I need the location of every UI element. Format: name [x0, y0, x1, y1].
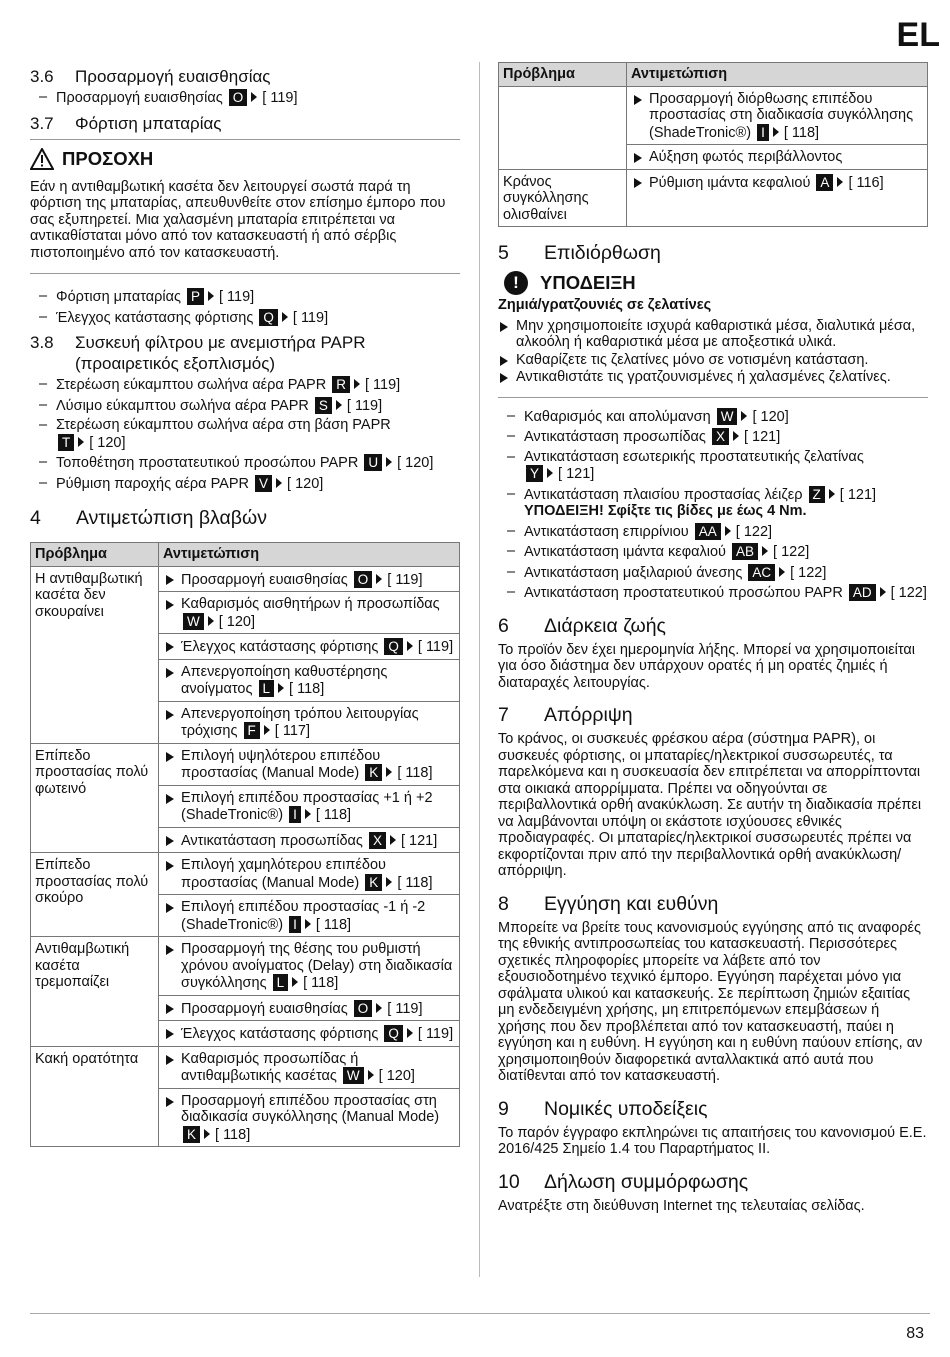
- cross-reference[interactable]: [730, 544, 809, 560]
- table-row: [31, 1046, 460, 1088]
- solution-text: Καθαρισμός προσωπίδας ή αντιθαμβωτικής κασέτας: [181, 1050, 359, 1084]
- page-reference[interactable]: [ 119]: [346, 397, 383, 414]
- problem-cell: Επίπεδο προστασίας πολύ φωτεινό: [31, 743, 159, 853]
- solution-cell: [159, 1088, 460, 1147]
- cross-reference[interactable]: [362, 455, 433, 471]
- list-item: [30, 89, 460, 107]
- solution-item: [163, 899, 455, 933]
- arrow-right-icon: [368, 1070, 374, 1080]
- section-8-text: Μπορείτε να βρείτε τους κανονισμούς εγγύησης από τις αναφορές της εθνικής αντιπροσωπείας του κατασκευαστή. Περισσότερες σχετικές πληροφορίες μπορείτε να λάβετε από τον εξουσιοδοτημένο τεχνικό έμπορο. Εγγύηση παρέχεται μόνο για σφάλματα υλικού και κατασκευής. Σε περίπτωση ζημιών εξαιτίας μη ενδεδειγμένη χρήσης, μη επιτρεπόμενων επεμβάσεων ή χρήσης που δεν προβλέπεται από τον κατασκευαστή, παύει η εγγύηση και η ευθύνη. Η εγγύηση και η ευθύνη παύουν επίσης, αν χρησιμοποιηθούν διαφορετικά ανταλλακτικά από αυτά που διατίθενται από τον κατασκευαστή.: [498, 919, 923, 1084]
- solution-text: Προσαρμογή επιπέδου προστασίας στη διαδικασία συγκόλλησης (Manual Mode): [181, 1092, 440, 1125]
- cross-reference[interactable]: [352, 1001, 423, 1017]
- solution-item: [163, 1051, 455, 1085]
- page-reference[interactable]: [ 120]: [89, 434, 126, 451]
- solution-cell: [159, 995, 460, 1021]
- solution-item: [163, 790, 455, 824]
- figure-key-badge: Y: [526, 465, 543, 482]
- cross-reference[interactable]: [524, 466, 594, 482]
- page-reference[interactable]: [ 119]: [387, 1000, 423, 1017]
- exclamation-icon: !: [504, 271, 528, 295]
- list-item: [30, 376, 460, 394]
- solution-cell: [159, 853, 460, 895]
- column-header-problem: Πρόβλημα: [499, 63, 627, 87]
- page-reference[interactable]: [ 119]: [417, 639, 454, 655]
- table-row: [31, 937, 460, 996]
- solution-text: Απενεργοποίηση καθυστέρησης ανοίγματος: [181, 663, 388, 697]
- list-item-text: Αντικατάσταση πλαισίου προστασίας λέιζερ: [524, 486, 803, 503]
- list-item: [30, 454, 460, 472]
- solution-item: [163, 596, 455, 630]
- solution-text: Αντικατάσταση προσωπίδας: [181, 832, 363, 849]
- solution-text: Απενεργοποίηση τρόπου λειτουργίας τρόχισης: [181, 705, 419, 739]
- arrow-right-icon: [725, 526, 731, 536]
- cross-reference[interactable]: [746, 565, 826, 581]
- section-7-heading: 7 Απόρριψη: [498, 704, 633, 726]
- cross-reference[interactable]: [181, 1127, 250, 1143]
- solution-cell: [159, 634, 460, 660]
- arrow-right-icon: [741, 411, 747, 421]
- list-item: [30, 475, 460, 493]
- table-row: [31, 743, 460, 785]
- solution-item: [163, 832, 455, 850]
- cross-reference[interactable]: [330, 377, 400, 393]
- list-item: [498, 428, 928, 446]
- figure-key-badge: T: [58, 434, 74, 451]
- cross-reference[interactable]: [363, 875, 432, 891]
- solution-cell: [159, 827, 460, 853]
- s38-list: [30, 376, 460, 492]
- list-item-text: Στερέωση εύκαμπτου σωλήνα αέρα PAPR: [56, 377, 327, 393]
- arrow-right-icon: [837, 177, 843, 187]
- column-header-solution: Αντιμετώπιση: [159, 543, 460, 567]
- figure-key-badge: X: [712, 428, 729, 445]
- figure-key-badge: W: [183, 613, 204, 630]
- list-item-text: Τοποθέτηση προστατευτικού προσώπου PAPR: [56, 455, 359, 471]
- section-3-8-heading: 3.8 Συσκευή φίλτρου με ανεμιστήρα PAPR (προαιρετικός εξοπλισμός): [30, 333, 366, 373]
- solution-cell: [627, 145, 928, 170]
- arrow-right-icon: [282, 312, 288, 322]
- cross-reference[interactable]: [56, 435, 126, 451]
- section-9-text: Το παρόν έγγραφο εκπληρώνει τις απαιτήσεις του κανονισμού Ε.Ε. 2016/425 Σημείο 1.4 του Παραρτήματος II.: [498, 1124, 927, 1157]
- section-8-heading: 8 Εγγύηση και ευθύνη: [498, 892, 719, 915]
- page-reference[interactable]: [ 122]: [773, 544, 810, 560]
- list-item: [498, 486, 928, 520]
- problem-cell: Αντιθαμβωτική κασέτα τρεμοπαίζει: [31, 937, 159, 1047]
- notice-item: Αντικαθιστάτε τις γρατζουνισμένες ή χαλασμένες ζελατίνες.: [498, 369, 928, 386]
- solution-cell: [159, 701, 460, 743]
- page-reference[interactable]: [ 119]: [219, 289, 255, 305]
- section-6-heading: 6 Διάρκεια ζωής: [498, 614, 666, 637]
- figure-key-badge: V: [255, 475, 272, 492]
- s37-list: [30, 288, 460, 326]
- page-reference[interactable]: [ 117]: [274, 723, 310, 739]
- solution-cell: [159, 566, 460, 592]
- caution-box: [30, 148, 460, 275]
- page-reference[interactable]: [ 120]: [218, 613, 256, 630]
- table-row: [499, 169, 928, 227]
- solution-cell: [159, 1021, 460, 1047]
- list-item-text: Αντικατάσταση επιρρίνιου: [524, 523, 689, 540]
- solution-cell: [159, 785, 460, 827]
- table-row: [499, 86, 928, 145]
- solution-cell: [159, 659, 460, 701]
- notice-item: Καθαρίζετε τις ζελατίνες μόνο σε νοτισμένη κατάσταση.: [498, 352, 928, 369]
- solution-text: Ρύθμιση ιμάντα κεφαλιού: [649, 174, 811, 191]
- solution-item: [163, 638, 455, 656]
- figure-key-badge: Q: [384, 638, 403, 655]
- section-7-text: Το κράνος, οι συσκευές φρέσκου αέρα (σύστημα PAPR), οι συσκευές φόρτισης, οι μπαταρίες/ηλεκτρικοί συσσωρευτές, τα παρελκόμενα και η συσκευασία δεν επιτρέπεται να απορρίπτονται στα οικιακά απορρίμματα. Πρέπει να οδηγούνται σε περιβαλλοντικά ορθή ανακύκλωση. Σε αυτήν τη διαδικασία πρέπει να λαμβάνονται υπόψη οι εκάστοτε ισχύουσες εθνικές προδιαγραφές. Οι μπαταρίες/ηλεκτρικοί συσσωρευτές πρέπει να εκφορτίζονται πριν από την περιβαλλοντικά ορθή ανακύκλωση/απόρριψη.: [498, 731, 922, 879]
- arrow-right-icon: [292, 977, 298, 987]
- list-item: [498, 543, 928, 561]
- problem-cell: Η αντιθαμβωτική κασέτα δεν σκουραίνει: [31, 566, 159, 743]
- language-tag: EL: [896, 16, 940, 54]
- solution-text: Έλεγχος κατάστασης φόρτισης: [181, 1026, 379, 1042]
- solution-cell: [159, 743, 460, 785]
- page-reference[interactable]: [ 121]: [743, 429, 781, 445]
- cross-reference[interactable]: [185, 289, 254, 305]
- solution-item: [163, 941, 455, 992]
- page-reference[interactable]: [ 120]: [287, 475, 324, 492]
- figure-key-badge: Z: [809, 486, 825, 503]
- page-reference[interactable]: [ 122]: [735, 523, 773, 540]
- figure-key-badge: K: [183, 1126, 200, 1143]
- page-reference[interactable]: [ 118]: [397, 874, 433, 891]
- arrow-right-icon: [547, 468, 553, 478]
- figure-key-badge: Q: [384, 1025, 403, 1042]
- solution-item: [163, 748, 455, 782]
- cross-reference[interactable]: [253, 476, 323, 492]
- figure-key-badge: AC: [748, 564, 775, 581]
- figure-key-badge: O: [354, 1000, 373, 1017]
- figure-key-badge: F: [244, 722, 260, 739]
- list-item-text: Προσαρμογή ευαισθησίας: [56, 90, 223, 106]
- figure-key-badge: X: [369, 832, 386, 849]
- page-reference[interactable]: [ 120]: [378, 1068, 415, 1084]
- problem-cell: Επίπεδο προστασίας πολύ σκούρο: [31, 853, 159, 937]
- cross-reference[interactable]: [363, 765, 432, 781]
- solution-item: [631, 174, 923, 192]
- cross-reference[interactable]: [257, 310, 328, 326]
- notice-subtitle: Ζημιά/γρατζουνιές σε ζελατίνες: [498, 297, 712, 313]
- figure-key-badge: K: [365, 874, 382, 891]
- cross-reference[interactable]: [807, 487, 877, 503]
- solution-cell: [627, 169, 928, 227]
- figure-key-badge: K: [365, 764, 382, 781]
- page-reference[interactable]: [ 119]: [364, 377, 401, 393]
- arrow-right-icon: [264, 725, 270, 735]
- arrow-right-icon: [251, 92, 257, 102]
- notice-items: [498, 318, 928, 386]
- arrow-right-icon: [354, 379, 360, 389]
- list-item-text: Αντικατάσταση μαξιλαριού άνεσης: [524, 564, 743, 581]
- solution-cell: [159, 592, 460, 634]
- figure-key-badge: L: [273, 974, 289, 991]
- figure-key-badge: P: [187, 288, 204, 305]
- arrow-right-icon: [779, 567, 785, 577]
- troubleshooting-table-continued: [498, 62, 928, 227]
- page-reference[interactable]: [ 118]: [397, 765, 433, 781]
- cross-reference[interactable]: [847, 585, 927, 601]
- page-reference[interactable]: [ 118]: [215, 1126, 251, 1143]
- arrow-right-icon: [204, 1129, 210, 1139]
- solution-item: [163, 857, 455, 891]
- solution-item: [631, 149, 923, 166]
- solution-text: Προσαρμογή ευαισθησίας: [181, 1000, 348, 1017]
- list-item: [498, 584, 928, 602]
- arrow-right-icon: [733, 431, 739, 441]
- solution-item: [163, 1025, 455, 1043]
- cross-reference[interactable]: [710, 429, 780, 445]
- page-reference[interactable]: [ 118]: [303, 975, 339, 991]
- list-item-text: Αντικατάσταση προστατευτικού προσώπου PAPR: [524, 585, 843, 601]
- page-reference[interactable]: [ 119]: [262, 90, 298, 106]
- arrow-right-icon: [390, 835, 396, 845]
- list-item: [498, 408, 928, 426]
- arrow-right-icon: [78, 437, 84, 447]
- page-reference[interactable]: [ 116]: [848, 174, 884, 191]
- page-reference[interactable]: [ 119]: [292, 309, 329, 326]
- figure-key-badge: Q: [259, 309, 278, 326]
- troubleshooting-table: [30, 542, 460, 1147]
- arrow-right-icon: [762, 546, 768, 556]
- solution-item: [163, 706, 455, 740]
- arrow-right-icon: [208, 616, 214, 626]
- page-reference[interactable]: [ 120]: [397, 455, 434, 471]
- list-item-text: Έλεγχος κατάστασης φόρτισης: [56, 309, 254, 326]
- page-reference[interactable]: [ 121]: [558, 466, 595, 482]
- notice-item: Μην χρησιμοποιείτε ισχυρά καθαριστικά μέσα, διαλυτικά μέσα, αλκοόλη ή καθαριστικά μέσα με αποξεστικά υλικά.: [498, 318, 928, 351]
- page-reference[interactable]: [ 118]: [289, 681, 325, 697]
- figure-key-badge: U: [364, 454, 382, 471]
- cross-reference[interactable]: [257, 681, 325, 697]
- figure-key-badge: W: [343, 1067, 364, 1084]
- figure-key-badge: R: [332, 376, 350, 393]
- section-4-heading: 4 Αντιμετώπιση βλαβών: [30, 507, 267, 529]
- cross-reference[interactable]: [367, 833, 437, 849]
- figure-key-badge: W: [717, 408, 738, 425]
- section-9-heading: 9 Νομικές υποδείξεις: [498, 1097, 708, 1120]
- arrow-right-icon: [773, 127, 779, 137]
- solution-item: [163, 1000, 455, 1018]
- cross-reference[interactable]: [693, 524, 772, 540]
- list-item-text: Λύσιμο εύκαμπτου σωλήνα αέρα PAPR: [56, 397, 309, 414]
- page-reference[interactable]: [ 122]: [890, 585, 927, 601]
- figure-key-badge: O: [229, 89, 248, 106]
- arrow-right-icon: [376, 1003, 382, 1013]
- list-item-text: Καθαρισμός και απολύμανση: [524, 408, 711, 425]
- table-row: [31, 853, 460, 895]
- problem-cell: Κακή ορατότητα: [31, 1046, 159, 1147]
- cross-reference[interactable]: [352, 572, 423, 588]
- list-item-text: Αντικατάσταση ιμάντα κεφαλιού: [524, 544, 726, 560]
- arrow-right-icon: [305, 919, 311, 929]
- arrow-right-icon: [386, 457, 392, 467]
- arrow-right-icon: [278, 683, 284, 693]
- figure-key-badge: I: [289, 806, 301, 823]
- arrow-right-icon: [880, 587, 886, 597]
- list-item-text: Αντικατάσταση εσωτερικής προστατευτικής ζελατίνας: [524, 448, 864, 465]
- figure-key-badge: AA: [695, 523, 721, 540]
- page-reference[interactable]: [ 122]: [790, 564, 827, 581]
- cross-reference[interactable]: [814, 175, 883, 191]
- arrow-right-icon: [829, 489, 835, 499]
- cross-reference[interactable]: [271, 975, 339, 991]
- section-10-text: Ανατρέξτε στη διεύθυνση Internet της τελευταίας σελίδας.: [498, 1197, 865, 1214]
- cross-reference[interactable]: [341, 1068, 415, 1084]
- list-item: [30, 417, 460, 451]
- notice-box: [498, 269, 928, 398]
- column-header-problem: Πρόβλημα: [31, 543, 159, 567]
- arrow-right-icon: [407, 641, 413, 651]
- section-10-heading: 10 Δήλωση συμμόρφωσης: [498, 1170, 749, 1193]
- figure-key-badge: I: [757, 124, 769, 141]
- list-item: [498, 523, 928, 541]
- list-item: [30, 309, 460, 327]
- solution-item: [163, 1093, 455, 1144]
- cross-reference[interactable]: [287, 807, 351, 823]
- arrow-right-icon: [386, 767, 392, 777]
- table-row: [31, 566, 460, 592]
- column-divider: [479, 62, 480, 1277]
- cross-reference[interactable]: [382, 639, 453, 655]
- figure-key-badge: AB: [732, 543, 758, 560]
- problem-cell: Κράνος συγκόλλησης ολισθαίνει: [499, 169, 627, 227]
- solution-text: Επιλογή επιπέδου προστασίας -1 ή -2 (ShadeTronic®): [181, 899, 426, 933]
- page-reference[interactable]: [ 119]: [387, 571, 423, 588]
- solution-text: Καθαρισμός αισθητήρων ή προσωπίδας: [181, 596, 440, 612]
- cross-reference[interactable]: [715, 409, 789, 425]
- figure-key-badge: AD: [849, 584, 876, 601]
- right-column: [498, 62, 928, 1218]
- figure-key-badge: O: [354, 571, 373, 588]
- page-reference[interactable]: [ 118]: [315, 916, 352, 933]
- solution-text: Αύξηση φωτός περιβάλλοντος: [649, 149, 843, 165]
- figure-key-badge: S: [315, 397, 332, 414]
- caution-text: Εάν η αντιθαμβωτική κασέτα δεν λειτουργεί σωστά παρά τη φόρτιση της μπαταρίας, απευθυνθείτε στον επίσημο έμπορο που σας εξυπηρετεί. Μια χαλασμένη μπαταρία επιτρέπεται να αντικαθίσταται μόνο από τον κατασκευαστή ή από σέρβις πιστοποιημένο από τον κατασκευαστή.: [30, 178, 446, 261]
- arrow-right-icon: [407, 1028, 413, 1038]
- s5-list: [498, 408, 928, 602]
- cross-reference[interactable]: [755, 125, 819, 141]
- cross-reference[interactable]: [242, 723, 310, 739]
- arrow-right-icon: [386, 877, 392, 887]
- list-item-text: Φόρτιση μπαταρίας: [56, 289, 181, 305]
- arrow-right-icon: [208, 291, 214, 301]
- inline-notice: ΥΠΟΔΕΙΞΗ! Σφίξτε τις βίδες με έως 4 Nm.: [524, 503, 807, 519]
- list-item: [498, 564, 928, 582]
- solution-cell: [627, 86, 928, 145]
- page-reference[interactable]: [ 120]: [752, 408, 789, 425]
- solution-text: Έλεγχος κατάστασης φόρτισης: [181, 639, 379, 655]
- column-header-solution: Αντιμετώπιση: [627, 63, 928, 87]
- page-reference[interactable]: [ 118]: [783, 124, 820, 141]
- solution-cell: [159, 937, 460, 996]
- page-reference[interactable]: [ 119]: [417, 1026, 454, 1042]
- list-item: [30, 288, 460, 306]
- section-3-7-heading: 3.7 Φόρτιση μπαταρίας: [30, 113, 460, 140]
- solution-text: Επιλογή υψηλότερου επιπέδου προστασίας (Manual Mode): [181, 747, 381, 781]
- left-column: [30, 62, 460, 1147]
- footer-divider: [30, 1313, 930, 1314]
- figure-key-badge: I: [289, 916, 301, 933]
- section-5-heading: 5 Επιδιόρθωση: [498, 242, 661, 264]
- section-6-text: Το προϊόν δεν έχει ημερομηνία λήξης. Μπορεί να χρησιμοποιείται για όσο διάστημα δεν υπάρχουν ορατές ή μη ορατές ζημιές ή διαταραχές λειτουργίας.: [498, 641, 916, 691]
- list-item-text: Αντικατάσταση προσωπίδας: [524, 429, 706, 445]
- section-3-6-heading: 3.6 Προσαρμογή ευαισθησίας: [30, 67, 271, 86]
- solution-item: [163, 664, 455, 698]
- figure-key-badge: A: [816, 174, 833, 191]
- arrow-right-icon: [305, 809, 311, 819]
- solution-cell: [159, 895, 460, 937]
- s36-list: [30, 89, 460, 107]
- list-item-text: Ρύθμιση παροχής αέρα PAPR: [56, 475, 249, 492]
- cross-reference[interactable]: [181, 614, 255, 630]
- solution-text: Προσαρμογή διόρθωσης επιπέδου προστασίας στη διαδικασία συγκόλλησης (ShadeTronic®): [649, 90, 914, 141]
- problem-cell: [499, 86, 627, 169]
- cross-reference[interactable]: [382, 1026, 453, 1042]
- page-reference[interactable]: [ 121]: [839, 486, 877, 503]
- cross-reference[interactable]: [287, 917, 351, 933]
- page-number: 83: [906, 1325, 924, 1342]
- solution-text: Επιλογή επιπέδου προστασίας +1 ή +2 (ShadeTronic®): [181, 789, 433, 823]
- solution-text: Προσαρμογή ευαισθησίας: [181, 571, 348, 588]
- cross-reference[interactable]: [313, 398, 382, 414]
- cross-reference[interactable]: [227, 90, 298, 106]
- warning-triangle-icon: [30, 148, 54, 170]
- solution-item: [163, 571, 455, 589]
- page-reference[interactable]: [ 118]: [315, 807, 352, 823]
- solution-text: Προσαρμογή της θέσης του ρυθμιστή χρόνου ανοίγματος (Delay) στη διαδικασία συγκόλλησης: [181, 941, 453, 991]
- arrow-right-icon: [276, 478, 282, 488]
- notice-title: ! ΥΠΟΔΕΙΞΗ: [498, 271, 928, 295]
- solution-item: [631, 91, 923, 142]
- arrow-right-icon: [336, 400, 342, 410]
- solution-cell: [159, 1046, 460, 1088]
- arrow-right-icon: [376, 574, 382, 584]
- solution-text: Επιλογή χαμηλότερου επιπέδου προστασίας (Manual Mode): [181, 857, 386, 891]
- caution-title: ΠΡΟΣΟΧΗ: [30, 148, 460, 170]
- list-item: [498, 449, 928, 483]
- list-item-text: Στερέωση εύκαμπτου σωλήνα αέρα στη βάση PAPR: [56, 417, 391, 433]
- list-item: [30, 397, 460, 415]
- figure-key-badge: L: [259, 680, 275, 697]
- page-reference[interactable]: [ 121]: [400, 832, 438, 849]
